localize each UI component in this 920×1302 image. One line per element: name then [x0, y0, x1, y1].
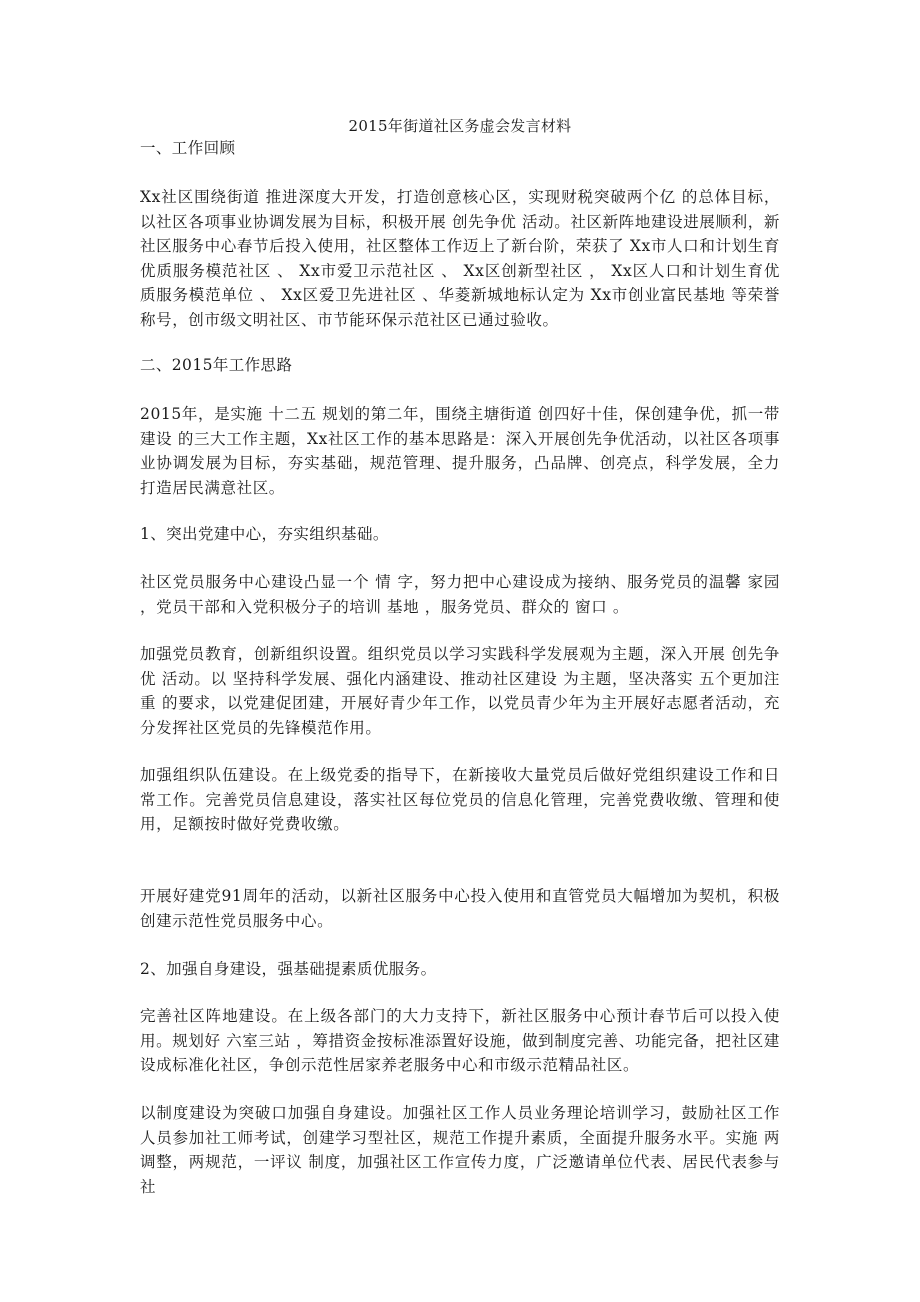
- paragraph-party-education: 加强党员教育，创新组织设置。组织党员以学习实践科学发展观为主题，深入开展 创先争优 活动。以 坚持科学发展、强化内涵建设、推动社区建设 为主题，坚决落实 五个更加注重 的要求，以党建促团建，开展好青少年工作，以党员青少年为主开展好志愿者活动，充分发挥社区党员的先锋模范作用。: [140, 645, 780, 737]
- paragraph-organization-team: 加强组织队伍建设。在上级党委的指导下，在新接收大量党员后做好党组织建设工作和日常工作。完善党员信息建设，落实社区每位党员的信息化管理，完善党费收缴、管理和使用，足额按时做好党费收缴。: [140, 766, 780, 834]
- item-heading-self-building: 2、加强自身建设，强基础提素质优服务。: [140, 960, 437, 978]
- paragraph-community-facilities: 完善社区阵地建设。在上级各部门的大力支持下，新社区服务中心预计春节后可以投入使用。规划好 六室三站 ，筹措资金按标准添置好设施，做到制度完善、功能完备，把社区建设成标准化社区，争创示范性居家养老服务中心和市级示范精品社区。: [140, 1007, 780, 1075]
- paragraph-party-service-center: 社区党员服务中心建设凸显一个 情 字，努力把中心建设成为接纳、服务党员的温馨 家园 ，党员干部和入党积极分子的培训 基地 ，服务党员、群众的 窗口 。: [140, 573, 780, 616]
- section-heading-work-review: 一、工作回顾: [140, 139, 236, 157]
- section-heading-2015-plan: 二、2015年工作思路: [140, 356, 293, 374]
- item-heading-party-building: 1、突出党建中心，夯实组织基础。: [140, 525, 389, 543]
- paragraph-work-review: Xx社区围绕街道 推进深度大开发，打造创意核心区，实现财税突破两个亿 的总体目标，以社区各项事业协调发展为目标，积极开展 创先争优 活动。社区新阵地建设进展顺利，新社区服务中心春节后投入使用，社区整体工作迈上了新台阶，荣获了 Xx市人口和计划生育优质服务模范社区 、 Xx市爱卫示范社区 、 Xx区创新型社区 ， Xx区人口和计划生育优质服务模范单位 、 Xx区爱卫先进社区 、华菱新城地标认定为 Xx市创业富民基地 等荣誉称号，创市级文明社区、市节能环保示范社区已通过验收。: [140, 188, 780, 329]
- paragraph-party-anniversary: 开展好建党91周年的活动，以新社区服务中心投入使用和直管党员大幅增加为契机，积极创建示范性党员服务中心。: [140, 887, 780, 930]
- paragraph-institution-building: 以制度建设为突破口加强自身建设。加强社区工作人员业务理论培训学习，鼓励社区工作人员参加社工师考试，创建学习型社区，规范工作提升素质，全面提升服务水平。实施 两调整，两规范，一评议 制度，加强社区工作宣传力度，广泛邀请单位代表、居民代表参与社: [140, 1104, 780, 1196]
- document-title: 2015年街道社区务虚会发言材料: [348, 117, 572, 135]
- paragraph-2015-plan: 2015年，是实施 十二五 规划的第二年，围绕主塘街道 创四好十佳，保创建争优，抓一带建设 的三大工作主题，Xx社区工作的基本思路是：深入开展创先争优活动，以社区各项事业协调发展为目标，夯实基础，规范管理、提升服务，凸品牌、创亮点，科学发展，全力打造居民满意社区。: [140, 405, 780, 497]
